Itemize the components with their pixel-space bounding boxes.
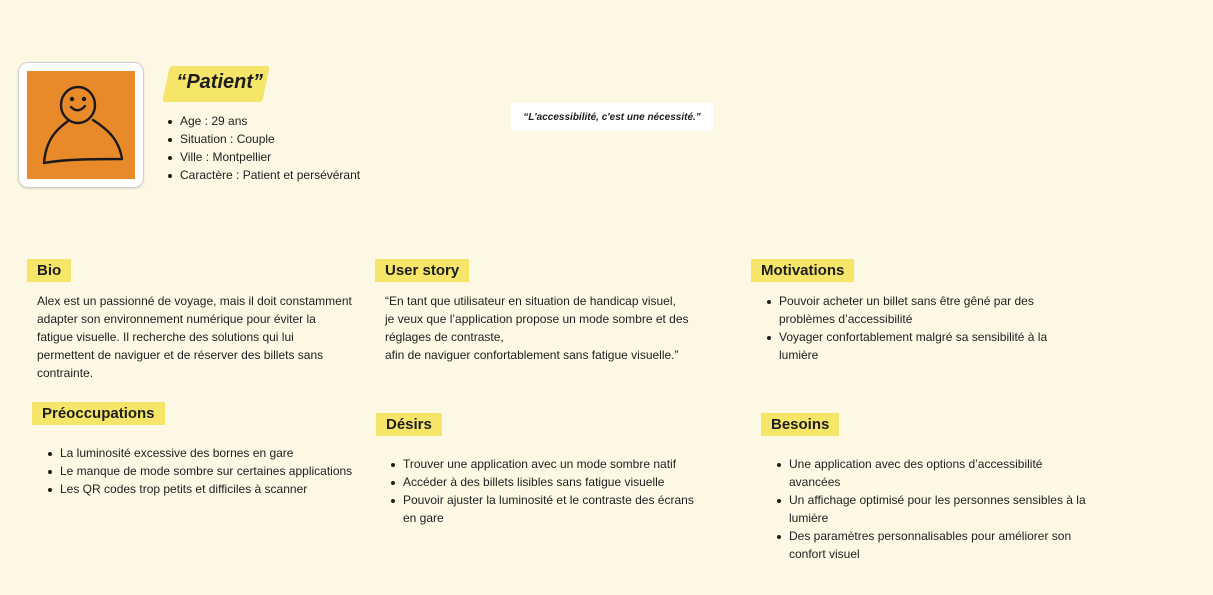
persona-detail: Situation : Couple [166,130,360,148]
avatar-card [18,62,144,188]
user-story-text [385,292,725,364]
motivation-item-line: Pouvoir acheter un billet sans être gêné par des [779,294,1034,308]
preoccupation-item-line: Le manque de mode sombre sur certaines applications [60,464,353,478]
besoin-item-line: Une application avec des options d’accessibilité [789,457,1043,471]
persona-detail: Age : 29 ans [166,112,360,130]
motivations-heading: Motivations [751,259,854,282]
preoccupations-list [46,444,386,498]
bio-line: adapter son environnement numérique pour éviter la [37,312,316,326]
besoin-item [775,455,1115,491]
besoin-item-line: avancées [789,475,841,489]
preoccupation-item [46,444,386,462]
persona-title: “Patient” [176,71,264,93]
bio-heading: Bio [27,259,71,282]
persona-details-list [166,112,360,184]
user-story-line: réglages de contraste, [385,330,504,344]
desirs-heading: Désirs [376,413,442,436]
motivation-item-line: problèmes d’accessibilité [779,312,913,326]
preoccupation-item-line: Les QR codes trop petits et difficiles à scanner [60,482,308,496]
besoin-item-line: lumière [789,511,829,525]
persona-detail: Caractère : Patient et persévérant [166,166,360,184]
besoins-heading: Besoins [761,413,839,436]
user-story-line: je veux que l’application propose un mode sombre et des [385,312,689,326]
bio-line: fatigue visuelle. Il recherche des solutions qui lui [37,330,294,344]
desir-item-line: Trouver une application avec un mode sombre natif [403,457,677,471]
besoin-item-line: confort visuel [789,547,860,561]
besoin-item-line: Un affichage optimisé pour les personnes sensibles à la [789,493,1086,507]
persona-detail: Ville : Montpellier [166,148,360,166]
bio-line: permettent de naviguer et de réserver des billets sans [37,348,324,362]
user-story-line: afin de naviguer confortablement sans fatigue visuelle.” [385,348,679,362]
desir-item [389,491,729,527]
desir-item-line: Pouvoir ajuster la luminosité et le contraste des écrans [403,493,694,507]
besoin-item [775,527,1115,563]
persona-quote: “L'accessibilité, c'est une nécessité.” [511,103,713,131]
desir-item-line: Accéder à des billets lisibles sans fatigue visuelle [403,475,665,489]
motivation-item-line: Voyager confortablement malgré sa sensibilité à la [779,330,1048,344]
bio-line: contrainte. [37,366,94,380]
avatar [27,71,135,179]
user-story-heading: User story [375,259,469,282]
desir-item [389,455,729,473]
motivation-item-line: lumière [779,348,819,362]
preoccupations-heading: Préoccupations [32,402,165,425]
preoccupation-item [46,480,386,498]
user-story-line: “En tant que utilisateur en situation de handicap visuel, [385,294,676,308]
desir-item [389,473,729,491]
bio-text [37,292,377,382]
preoccupation-item [46,462,386,480]
motivation-item [765,328,1095,364]
desir-item-line: en gare [403,511,444,525]
motivation-item [765,292,1095,328]
person-sketch-icon [27,71,135,179]
persona-title-highlight [162,66,270,102]
motivations-list [765,292,1095,364]
besoins-list [775,455,1115,563]
preoccupation-item-line: La luminosité excessive des bornes en gare [60,446,294,460]
bio-line: Alex est un passionné de voyage, mais il doit constamment [37,294,352,308]
desirs-list [389,455,729,527]
besoin-item-line: Des paramètres personnalisables pour améliorer son [789,529,1072,543]
besoin-item [775,491,1115,527]
